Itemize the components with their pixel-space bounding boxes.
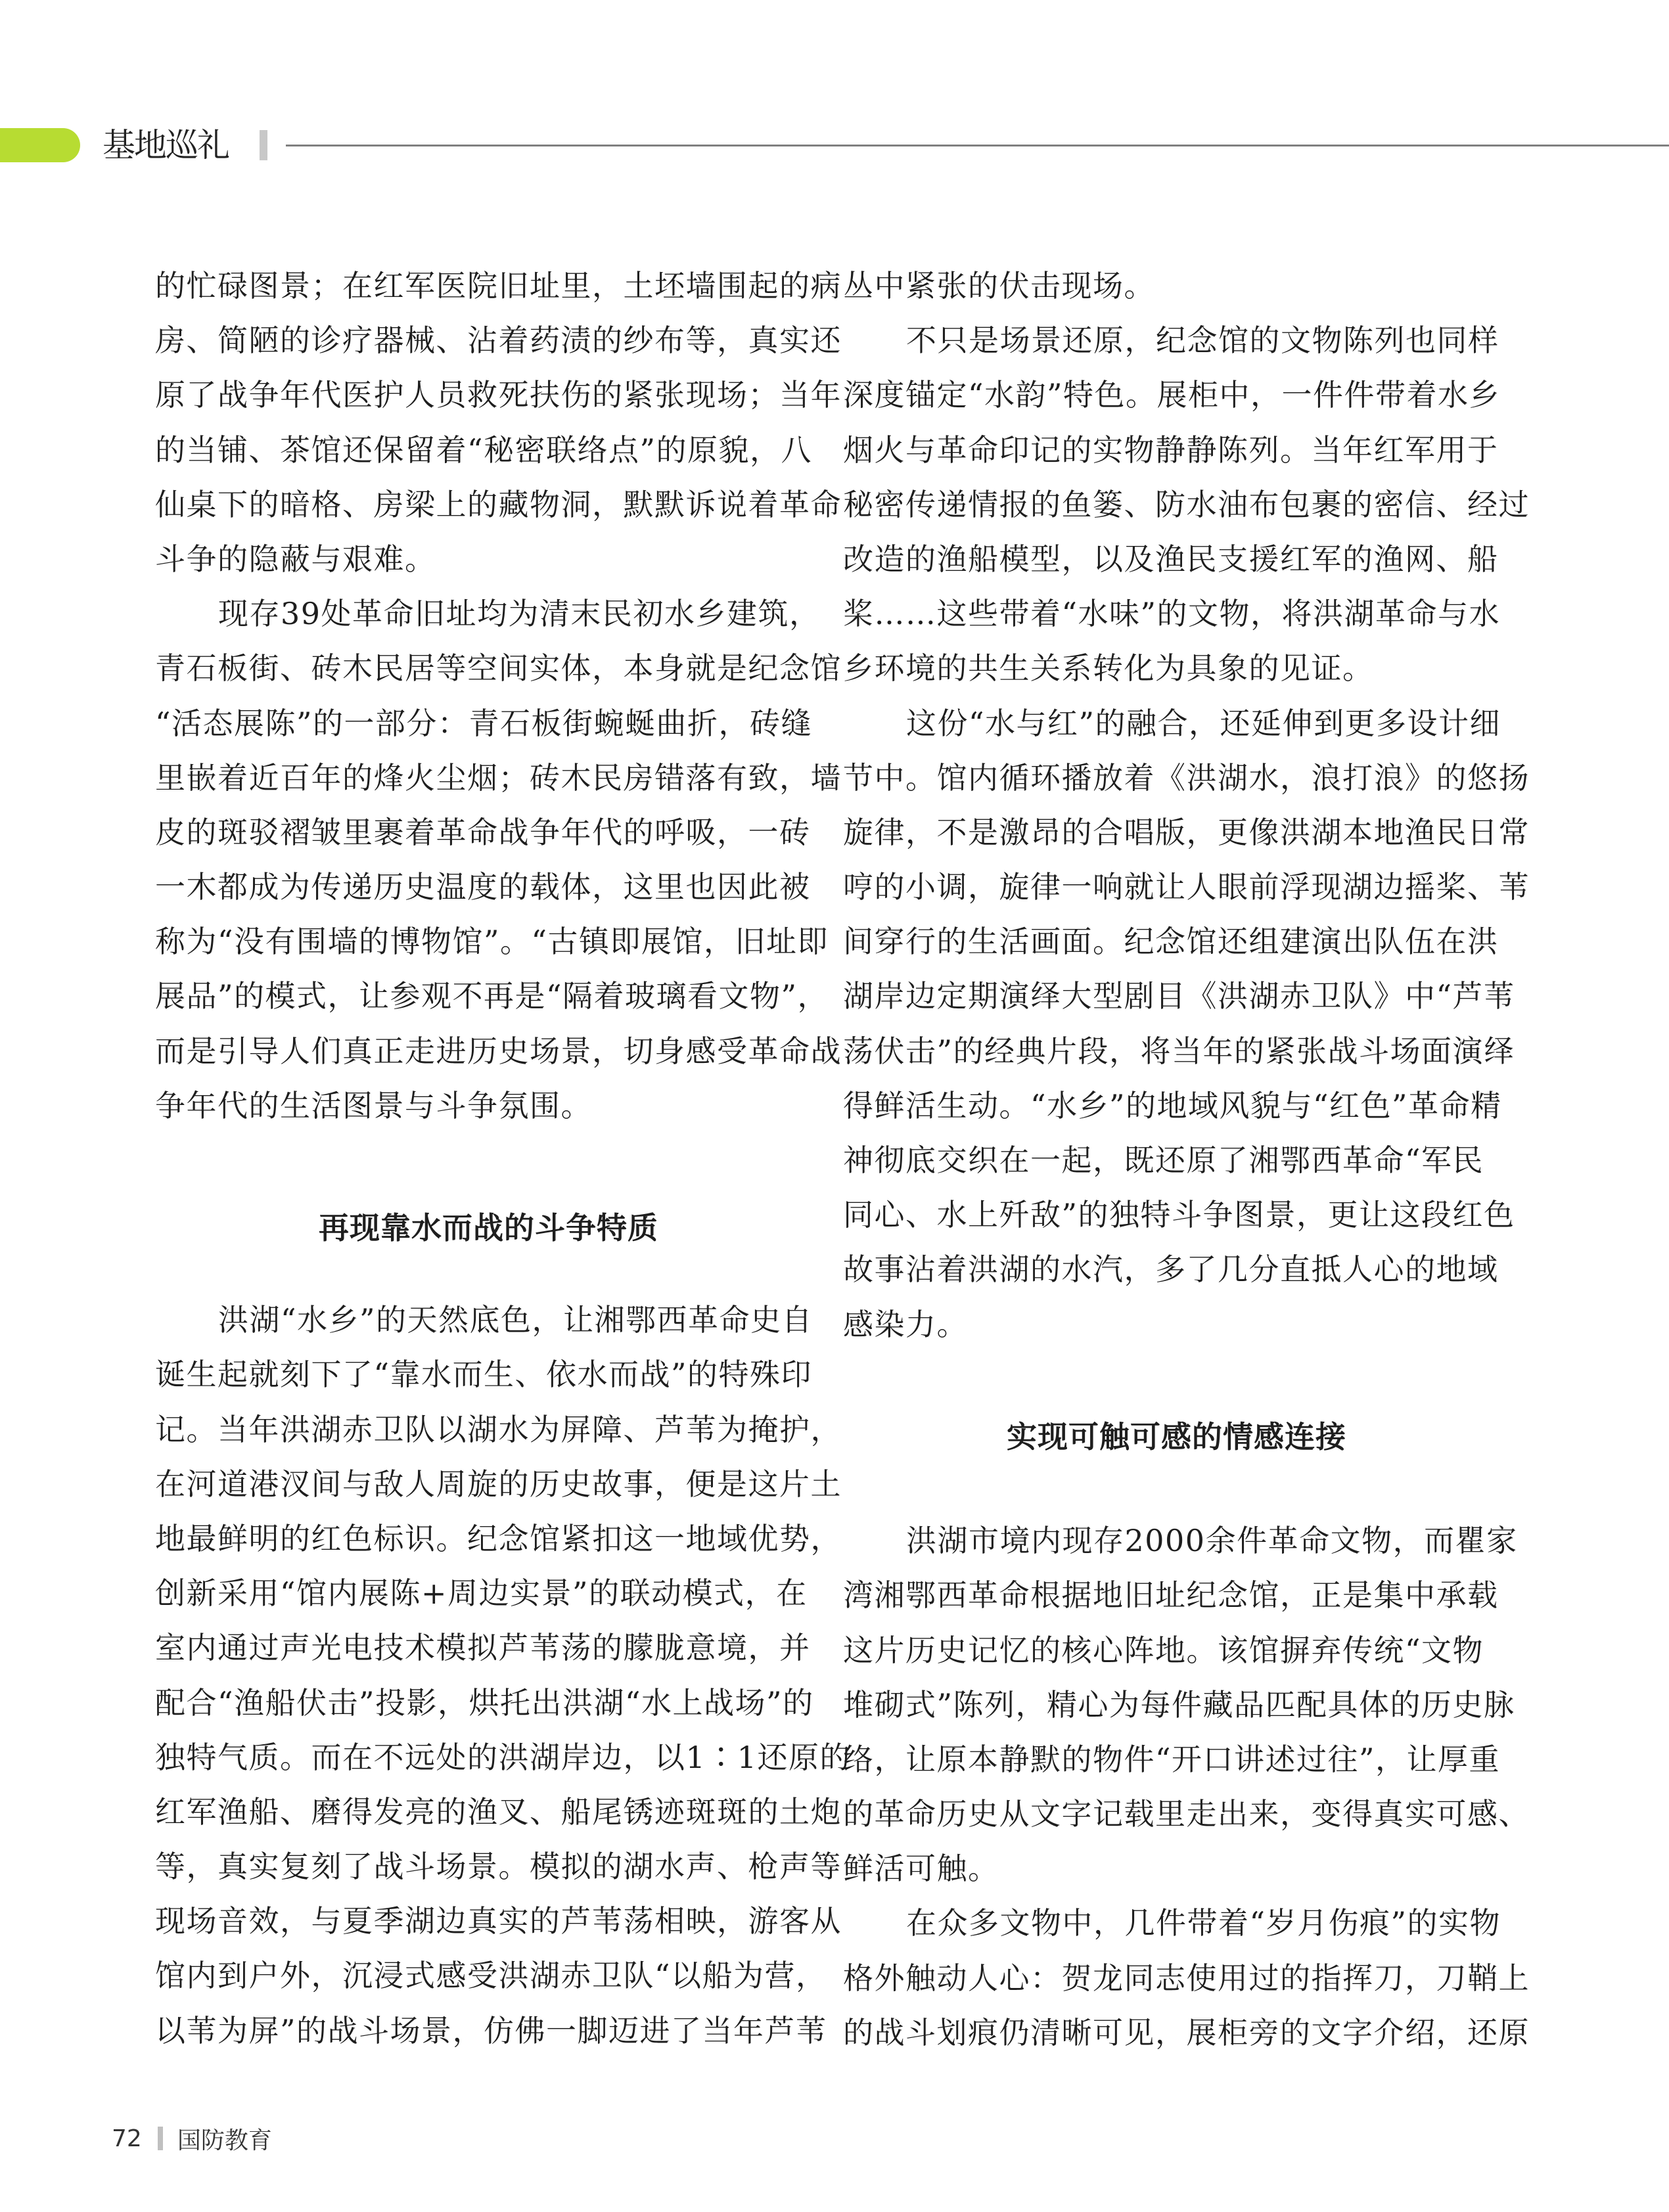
page-number: 72 <box>112 2125 142 2152</box>
text-line: 在河道港汊间与敌人周旋的历史故事，便是这片土 <box>155 1466 842 1502</box>
paragraph <box>843 263 1510 317</box>
text-line: 洪湖“水乡”的天然底色，让湘鄂西革命史自 <box>218 1302 813 1338</box>
text-line: 的战斗划痕仍清晰可见，展柜旁的文字介绍，还原 <box>843 2014 1530 2050</box>
spacer <box>155 1137 822 1192</box>
text-line: 故事沾着洪湖的水汽，多了几分直抵人心的地域 <box>843 1252 1499 1288</box>
text-line: 节中。馆内循环播放着《洪湖水，浪打浪》的悠扬 <box>843 759 1530 796</box>
text-line: 间穿行的生活画面。纪念馆还组建演出队伍在洪 <box>843 924 1499 960</box>
text-line: 诞生起就刻下了“靠水而生、依水而战”的特殊印 <box>155 1357 813 1393</box>
paragraph <box>155 591 842 1137</box>
text-line: “活态展陈”的一部分：青石板街蜿蜒曲折，砖缝 <box>155 705 813 741</box>
text-line: 现存39处革命旧址均为清末民初水乡建筑， <box>218 596 821 632</box>
text-line: 不只是场景还原，纪念馆的文物陈列也同样 <box>906 323 1499 359</box>
text-line: 创新采用“馆内展陈+周边实景”的联动模式，在 <box>155 1575 808 1612</box>
text-line: 里嵌着近百年的烽火尘烟；砖木民房错落有致，墙 <box>155 759 842 796</box>
text-line: 改造的渔船模型，以及渔民支援红军的渔网、船 <box>843 541 1499 577</box>
text-line: 独特气质。而在不远处的洪湖岸边，以1∶1还原的 <box>155 1739 852 1775</box>
text-line: 洪湖市境内现存2000余件革命文物，而瞿家 <box>906 1523 1518 1559</box>
text-line: 现场音效，与夏季湖边真实的芦苇荡相映，游客从 <box>155 1903 842 1939</box>
footer-divider-bar <box>158 2127 163 2150</box>
subheading: 实现可触可感的情感连接 <box>1007 1418 1346 1455</box>
paragraph <box>843 1518 1530 1900</box>
section-color-tab <box>0 128 80 162</box>
text-line: 桨……这些带着“水味”的文物，将洪湖革命与水 <box>843 596 1501 632</box>
text-line: 一木都成为传递历史温度的载体，这里也因此被 <box>155 869 811 905</box>
text-line: 室内通过声光电技术模拟芦苇荡的朦胧意境，并 <box>155 1630 811 1666</box>
text-line: 展品”的模式，让参观不再是“隔着玻璃看文物”， <box>155 978 829 1014</box>
right-column <box>843 263 1530 2064</box>
left-column <box>155 263 852 2062</box>
text-line: 争年代的生活图景与斗争氛围。 <box>155 1087 592 1123</box>
paragraph <box>843 317 1530 700</box>
section-title: 基地巡礼 <box>103 126 229 164</box>
text-line: 的革命历史从文字记载里走出来，变得真实可感、 <box>843 1796 1530 1832</box>
text-line: 荡伏击”的经典片段，将当年的紧张战斗场面演绎 <box>843 1033 1515 1069</box>
text-line: 原了战争年代医护人员救死扶伤的紧张现场；当年 <box>155 377 842 413</box>
text-line: 称为“没有围墙的博物馆”。“古镇即展馆，旧址即 <box>155 924 829 960</box>
text-line: 络，让原本静默的物件“开口讲述过往”，让厚重 <box>843 1741 1501 1777</box>
text-line: 乡环境的共生关系转化为具象的见证。 <box>843 650 1374 687</box>
text-line: 神彻底交织在一起，既还原了湘鄂西革命“军民 <box>843 1142 1484 1178</box>
text-line: 斗争的隐蔽与艰难。 <box>155 541 436 577</box>
subheading: 再现靠水而战的斗争特质 <box>319 1210 658 1246</box>
text-line: 馆内到户外，沉浸式感受洪湖赤卫队“以船为营， <box>155 1958 827 1994</box>
text-line: 秘密传递情报的鱼篓、防水油布包裹的密信、经过 <box>843 486 1530 522</box>
text-line: 感染力。 <box>843 1306 968 1342</box>
text-line: 湖岸边定期演绎大型剧目《洪湖赤卫队》中“芦苇 <box>843 978 1515 1014</box>
text-line: 的忙碌图景；在红军医院旧址里，土坯墙围起的病 <box>155 268 842 304</box>
text-line: 青石板街、砖木民居等空间实体，本身就是纪念馆 <box>155 650 842 687</box>
spacer <box>155 1264 822 1297</box>
paragraph <box>155 1297 852 2062</box>
text-line: 堆砌式”陈列，精心为每件藏品匹配具体的历史脉 <box>843 1686 1515 1723</box>
magazine-name: 国防教育 <box>177 2127 272 2154</box>
section-header <box>0 125 1669 166</box>
text-line: 等，真实复刻了战斗场景。模拟的湖水声、枪声等 <box>155 1849 842 1885</box>
text-line: 以苇为屏”的战斗场景，仿佛一脚迈进了当年芦苇 <box>155 2012 827 2048</box>
page-footer <box>112 2119 272 2158</box>
text-line: 仙桌下的暗格、房梁上的藏物洞，默默诉说着革命 <box>155 486 842 522</box>
header-rule <box>286 145 1669 147</box>
text-line: 配合“渔船伏击”投影，烘托出洪湖“水上战场”的 <box>155 1684 814 1721</box>
text-line: 房、简陋的诊疗器械、沾着药渍的纱布等，真实还 <box>155 323 842 359</box>
text-line: 而是引导人们真正走进历史场景，切身感受革命战 <box>155 1033 842 1069</box>
text-line: 烟火与革命印记的实物静静陈列。当年红军用于 <box>843 432 1499 468</box>
paragraph <box>155 263 842 591</box>
text-line: 记。当年洪湖赤卫队以湖水为屏障、芦苇为掩护， <box>155 1411 842 1447</box>
header-divider-bar <box>260 130 267 160</box>
paragraph <box>843 700 1530 1356</box>
text-line: 哼的小调，旋律一响就让人眼前浮现湖边摇桨、苇 <box>843 869 1530 905</box>
text-line: 同心、水上歼敌”的独特斗争图景，更让这段红色 <box>843 1197 1515 1233</box>
text-line: 湾湘鄂西革命根据地旧址纪念馆，正是集中承载 <box>843 1577 1499 1614</box>
paragraph <box>843 1900 1530 2064</box>
text-line: 的当铺、茶馆还保留着“秘密联络点”的原貌，八 <box>155 432 813 468</box>
spacer <box>843 1356 1510 1411</box>
text-line: 深度锚定“水韵”特色。展柜中，一件件带着水乡 <box>843 377 1501 413</box>
text-line: 在众多文物中，几件带着“岁月伤痕”的实物 <box>906 1905 1501 1941</box>
text-line: 旋律，不是激昂的合唱版，更像洪湖本地渔民日常 <box>843 814 1530 850</box>
text-line: 得鲜活生动。“水乡”的地域风貌与“红色”革命精 <box>843 1087 1502 1123</box>
text-line: 这份“水与红”的融合，还延伸到更多设计细 <box>906 705 1501 741</box>
text-line: 格外触动人心：贺龙同志使用过的指挥刀，刀鞘上 <box>843 1960 1530 1996</box>
text-line: 皮的斑驳褶皱里裹着革命战争年代的呼吸，一砖 <box>155 814 811 850</box>
text-line: 鲜活可触。 <box>843 1851 999 1887</box>
text-line: 这片历史记忆的核心阵地。该馆摒弃传统“文物 <box>843 1632 1484 1668</box>
text-line: 丛中紧张的伏击现场。 <box>843 268 1155 304</box>
text-line: 地最鲜明的红色标识。纪念馆紧扣这一地域优势， <box>155 1520 842 1556</box>
text-line: 红军渔船、磨得发亮的渔叉、船尾锈迹斑斑的土炮 <box>155 1794 842 1830</box>
spacer <box>843 1463 1510 1518</box>
